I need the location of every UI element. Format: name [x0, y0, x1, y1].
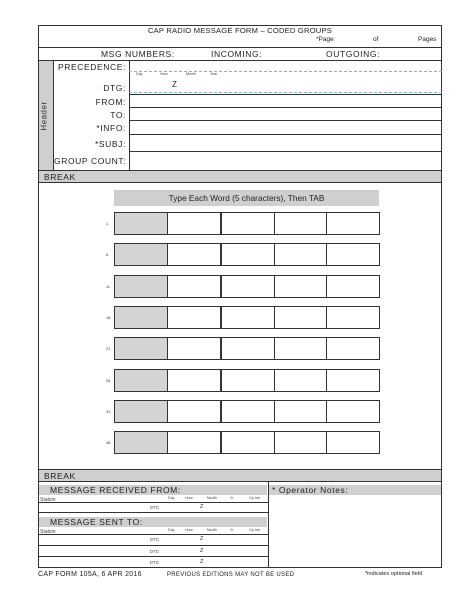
- group-cell[interactable]: [114, 337, 168, 360]
- sent-z-3: Z: [200, 559, 204, 565]
- of-label: of: [373, 36, 379, 43]
- notes-title: * Operator Notes:: [272, 485, 349, 495]
- group-cell[interactable]: [326, 369, 380, 392]
- group-cell[interactable]: [221, 243, 275, 266]
- received-col-hour: Hour: [185, 496, 193, 500]
- page-label: *Page: [316, 36, 334, 43]
- group-cell[interactable]: [274, 212, 328, 235]
- group-cell[interactable]: [221, 400, 275, 423]
- dtg-hour-label: Hour: [160, 72, 168, 76]
- group-row-number: 36.: [106, 441, 112, 445]
- msg-numbers-label: MSG NUMBERS:: [101, 49, 175, 59]
- sent-col-month: Month: [207, 528, 217, 532]
- group-row-number: 16.: [106, 316, 112, 320]
- group-cell[interactable]: [326, 212, 380, 235]
- group-cell[interactable]: [326, 275, 380, 298]
- group-cell[interactable]: [274, 369, 328, 392]
- break-bar-top: [39, 171, 441, 182]
- sent-col-yr: Yr: [230, 528, 234, 532]
- group-cell[interactable]: [167, 306, 221, 329]
- group-row-number: 31.: [106, 410, 112, 414]
- group-cell[interactable]: [274, 275, 328, 298]
- group-count-label: GROUP COUNT:: [54, 156, 127, 166]
- footer-editions: PREVIOUS EDITIONS MAY NOT BE USED: [167, 572, 295, 578]
- group-cell[interactable]: [221, 306, 275, 329]
- group-cell[interactable]: [167, 337, 221, 360]
- sent-col-opinit: Op Init: [249, 528, 260, 532]
- from-label: FROM:: [95, 97, 126, 107]
- incoming-label: INCOMING:: [211, 49, 263, 59]
- group-cell[interactable]: [167, 431, 221, 454]
- group-cell[interactable]: [114, 369, 168, 392]
- group-cell[interactable]: [167, 212, 221, 235]
- group-cell[interactable]: [274, 337, 328, 360]
- group-row-number: 6.: [106, 253, 110, 257]
- dtg-day-label: Day: [136, 72, 143, 76]
- sent-col-hour: Hour: [185, 528, 193, 532]
- group-cell[interactable]: [221, 275, 275, 298]
- sent-station-field-2[interactable]: [40, 546, 140, 555]
- group-cell[interactable]: [221, 337, 275, 360]
- outgoing-field[interactable]: [376, 48, 440, 59]
- group-cell[interactable]: [221, 369, 275, 392]
- group-cell[interactable]: [114, 275, 168, 298]
- break-label-bottom: BREAK: [44, 471, 76, 481]
- dtg-month-label: Month: [186, 72, 196, 76]
- sent-station-field-1[interactable]: [40, 535, 140, 544]
- dtg-label: DTG:: [103, 83, 126, 93]
- group-count-field[interactable]: [130, 152, 441, 170]
- footer-form-id: CAP FORM 105A, 6 APR 2016: [38, 571, 142, 578]
- sent-col-day: Day: [168, 528, 175, 532]
- received-station-field[interactable]: [40, 503, 140, 511]
- received-station-label: Station: [40, 497, 56, 503]
- received-col-day: Day: [168, 496, 175, 500]
- received-col-yr: Yr: [230, 496, 234, 500]
- group-cell[interactable]: [326, 400, 380, 423]
- form-title: CAP RADIO MESSAGE FORM – CODED GROUPS: [147, 26, 333, 35]
- group-row-number: 1.: [106, 222, 110, 226]
- group-cell[interactable]: [167, 275, 221, 298]
- group-row-number: 21.: [106, 347, 112, 351]
- info-label: *INFO:: [96, 123, 126, 133]
- group-cell[interactable]: [274, 243, 328, 266]
- group-cell[interactable]: [167, 243, 221, 266]
- to-field[interactable]: [130, 108, 441, 120]
- incoming-field[interactable]: [262, 48, 322, 59]
- group-cell[interactable]: [274, 400, 328, 423]
- precedence-label: PRECEDENCE:: [57, 62, 126, 72]
- page-total-field[interactable]: [384, 35, 414, 44]
- from-field[interactable]: [130, 95, 441, 107]
- subj-label: *SUBJ:: [95, 139, 126, 149]
- sent-z-1: Z: [200, 536, 204, 542]
- break-bar-bottom: [39, 470, 441, 481]
- received-title: MESSAGE RECEIVED FROM:: [50, 485, 181, 495]
- page-number-field[interactable]: [340, 35, 370, 44]
- break-label-top: BREAK: [44, 172, 76, 182]
- group-cell[interactable]: [274, 431, 328, 454]
- group-cell[interactable]: [114, 431, 168, 454]
- dtg-zone: Z: [172, 80, 177, 89]
- group-cell[interactable]: [114, 243, 168, 266]
- group-cell[interactable]: [274, 306, 328, 329]
- precedence-field[interactable]: [130, 61, 441, 71]
- sent-dtg-label-1: DTG: [150, 537, 159, 542]
- group-cell[interactable]: [114, 306, 168, 329]
- group-row-number: 11.: [106, 285, 111, 289]
- sent-title: MESSAGE SENT TO:: [50, 517, 143, 527]
- group-cell[interactable]: [326, 431, 380, 454]
- group-cell[interactable]: [326, 306, 380, 329]
- group-cell[interactable]: [221, 431, 275, 454]
- group-cell[interactable]: [167, 369, 221, 392]
- received-col-opinit: Op Init: [249, 496, 260, 500]
- received-dtg-field[interactable]: [160, 503, 266, 511]
- group-cell[interactable]: [114, 212, 168, 235]
- received-z: Z: [200, 504, 204, 510]
- received-dtg-label: DTG: [150, 505, 159, 510]
- outgoing-label: OUTGOING:: [326, 49, 381, 59]
- sent-station-label: Station: [40, 529, 56, 535]
- sent-dtg-label-3: DTG: [150, 560, 159, 565]
- sent-dtg-label-2: DTG: [150, 549, 159, 554]
- subj-field[interactable]: [130, 135, 441, 151]
- dtg-year-label: Year: [210, 72, 218, 76]
- info-field[interactable]: [130, 121, 441, 134]
- group-cell[interactable]: [114, 400, 168, 423]
- received-col-month: Month: [207, 496, 217, 500]
- group-cell[interactable]: [326, 337, 380, 360]
- sent-station-field-3[interactable]: [40, 557, 140, 567]
- footer-optional: *indicates optional field: [365, 571, 423, 577]
- group-cell[interactable]: [221, 212, 275, 235]
- dtg-field[interactable]: [130, 78, 441, 91]
- to-label: TO:: [110, 110, 126, 120]
- operator-notes-field[interactable]: [270, 496, 440, 566]
- header-side-label: Header: [39, 101, 49, 131]
- sent-z-2: Z: [200, 548, 204, 554]
- group-cell[interactable]: [326, 243, 380, 266]
- groups-instruction: Type Each Word (5 characters), Then TAB: [168, 193, 325, 203]
- group-cell[interactable]: [167, 400, 221, 423]
- group-row-number: 26.: [106, 379, 112, 383]
- pages-label: Pages: [418, 36, 437, 43]
